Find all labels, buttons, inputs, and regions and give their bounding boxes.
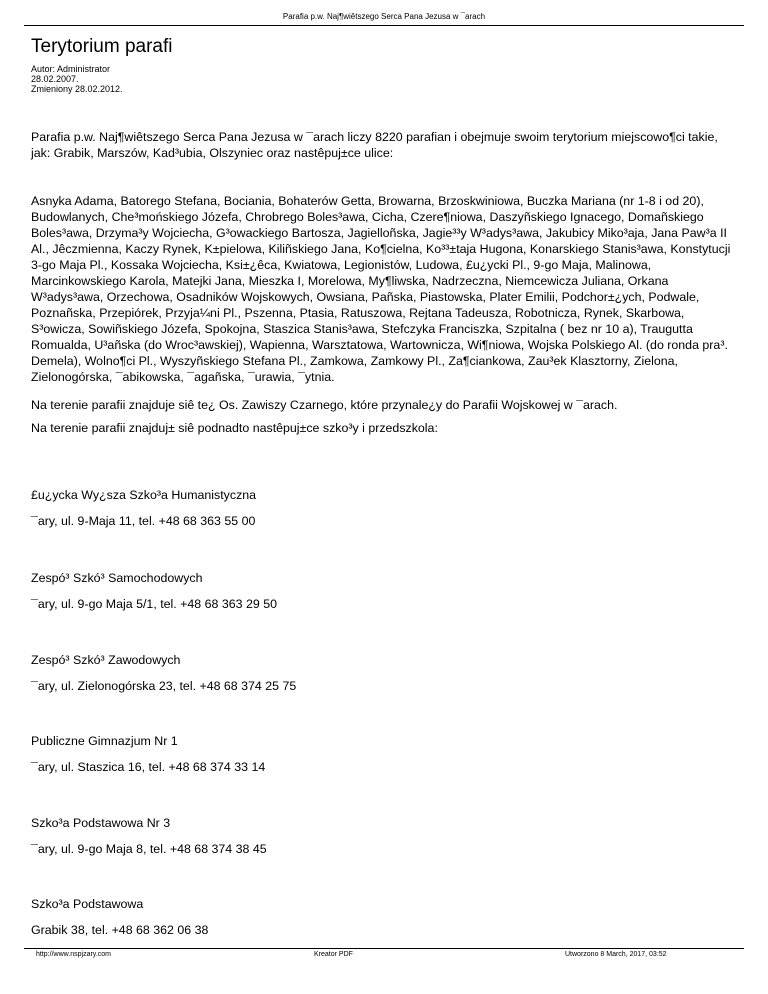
- footer-url: http://www.nspjzary.com: [36, 951, 111, 958]
- school-address: ¯ary, ul. 9-Maja 11, tel. +48 68 363 55 00: [31, 514, 256, 528]
- school-address: ¯ary, ul. 9-go Maja 8, tel. +48 68 374 38 45: [31, 842, 267, 856]
- school-address: ¯ary, ul. 9-go Maja 5/1, tel. +48 68 363 29 50: [31, 597, 277, 611]
- article-date: 28.02.2007.: [31, 74, 79, 84]
- article-modified: Zmieniony 28.02.2012.: [31, 84, 123, 94]
- school-name: Publiczne Gimnazjum Nr 1: [31, 734, 178, 748]
- school-name: Zespó³ Szkó³ Zawodowych: [31, 653, 181, 667]
- school-name: £u¿ycka Wy¿sza Szko³a Humanistyczna: [31, 488, 257, 502]
- page-title: Terytorium parafi: [31, 36, 173, 57]
- school-entry: [31, 896, 208, 938]
- school-address: ¯ary, ul. Staszica 16, tel. +48 68 374 33 14: [31, 760, 266, 774]
- article-meta: [31, 64, 123, 94]
- header-divider: [24, 25, 744, 26]
- article-author: Autor: Administrator: [31, 64, 111, 74]
- school-entry: [31, 652, 296, 694]
- article-body: [31, 129, 731, 413]
- school-entry: [31, 487, 256, 529]
- school-address: Grabik 38, tel. +48 68 362 06 38: [31, 923, 209, 937]
- school-name: Szko³a Podstawowa Nr 3: [31, 816, 171, 830]
- streets-paragraph: Asnyka Adama, Batorego Stefana, Bociania, Bohaterów Getta, Browarna, Brzoskwiniowa, Buczka Mariana (nr 1-8 i od 20), Budowlanych, Che³mońskiego Józefa, Chrobrego Boles³awa, Cicha, Czere¶niowa, Daszyñskiego Ignacego, Domañskiego Boles³awa, Drzyma³y Wojciecha, G³owackiego Bartosza, Jagielloñska, Jagie³³y W³adys³awa, Jakubicy Miko³aja, Jana Paw³a II Al., Jêczmienna, Kaczy Rynek, K±pielowa, Kiliñskiego Jana, Ko¶cielna, Ko³³±taja Hugona, Konarskiego Stanis³awa, Konstytucji 3-go Maja Pl., Kossaka Wojciecha, Ksi±¿êca, Kwiatowa, Legionistów, Ludowa, £u¿ycki Pl., 9-go Maja, Malinowa, Marcinkowskiego Karola, Matejki Jana, Mieszka I, Morelowa, My¶liwska, Nadrzeczna, Niemcewicza Juliana, Orkana W³adys³awa, Orzechowa, Osadników Wojskowych, Owsiana, Pañska, Piastowska, Plater Emilii, Podchor±¿ych, Podwale, Poznañska, Przepiórek, Przyja¼ni Pl., Pszenna, Ptasia, Ratuszowa, Rejtana Tadeusza, Robotnicza, Rynek, Skarbowa, S³owicza, Sowiñskiego Józefa, Spokojna, Staszica Stanis³awa, Stefczyka Franciszka, Szpitalna ( bez nr 10 a), Traugutta Romualda, U³añska (do Wroc³awskiej), Wapienna, Warsztatowa, Wartownicza, Wi¶niowa, Wojska Polskiego Al. (do ronda pra³. Demela), Wolno¶ci Pl., Wyszyñskiego Stefana Pl., Zamkowa, Zamkowy Pl., Za¶ciankowa, Zau³ek Klasztorny, Zielona, Zielonogórska, ¯abikowska, ¯agañska, ¯urawia, ¯ytnia.: [31, 194, 731, 384]
- footer-generator: Kreator PDF: [314, 951, 353, 958]
- header-title: Parafia p.w. Naj¶wiêtszego Serca Pana Jezusa w ¯arach: [282, 12, 486, 21]
- school-entry: [31, 815, 267, 857]
- schools-intro: Na terenie parafii znajduj± siê podnadto nastêpuj±ce szko³y i przedszkola:: [31, 421, 438, 435]
- school-entry: [31, 570, 277, 612]
- footer-created: Utworzono 8 March, 2017, 03:52: [565, 951, 667, 958]
- footer-divider: [24, 948, 744, 949]
- school-address: ¯ary, ul. Zielonogórska 23, tel. +48 68 374 25 75: [31, 679, 297, 693]
- intro-paragraph: Parafia p.w. Naj¶wiêtszego Serca Pana Jezusa w ¯arach liczy 8220 parafian i obejmuje swoim terytorium miejscowo¶ci takie, jak: Grabik, Marszów, Kad³ubia, Olszyniec oraz nastêpuj±ce ulice:: [31, 130, 718, 160]
- note-paragraph: Na terenie parafii znajduje siê te¿ Os. Zawiszy Czarnego, które przynale¿y do Parafii Wojskowej w ¯arach.: [31, 398, 618, 412]
- school-name: Zespó³ Szkó³ Samochodowych: [31, 571, 203, 585]
- school-entry: [31, 733, 265, 775]
- school-name: Szko³a Podstawowa: [31, 897, 144, 911]
